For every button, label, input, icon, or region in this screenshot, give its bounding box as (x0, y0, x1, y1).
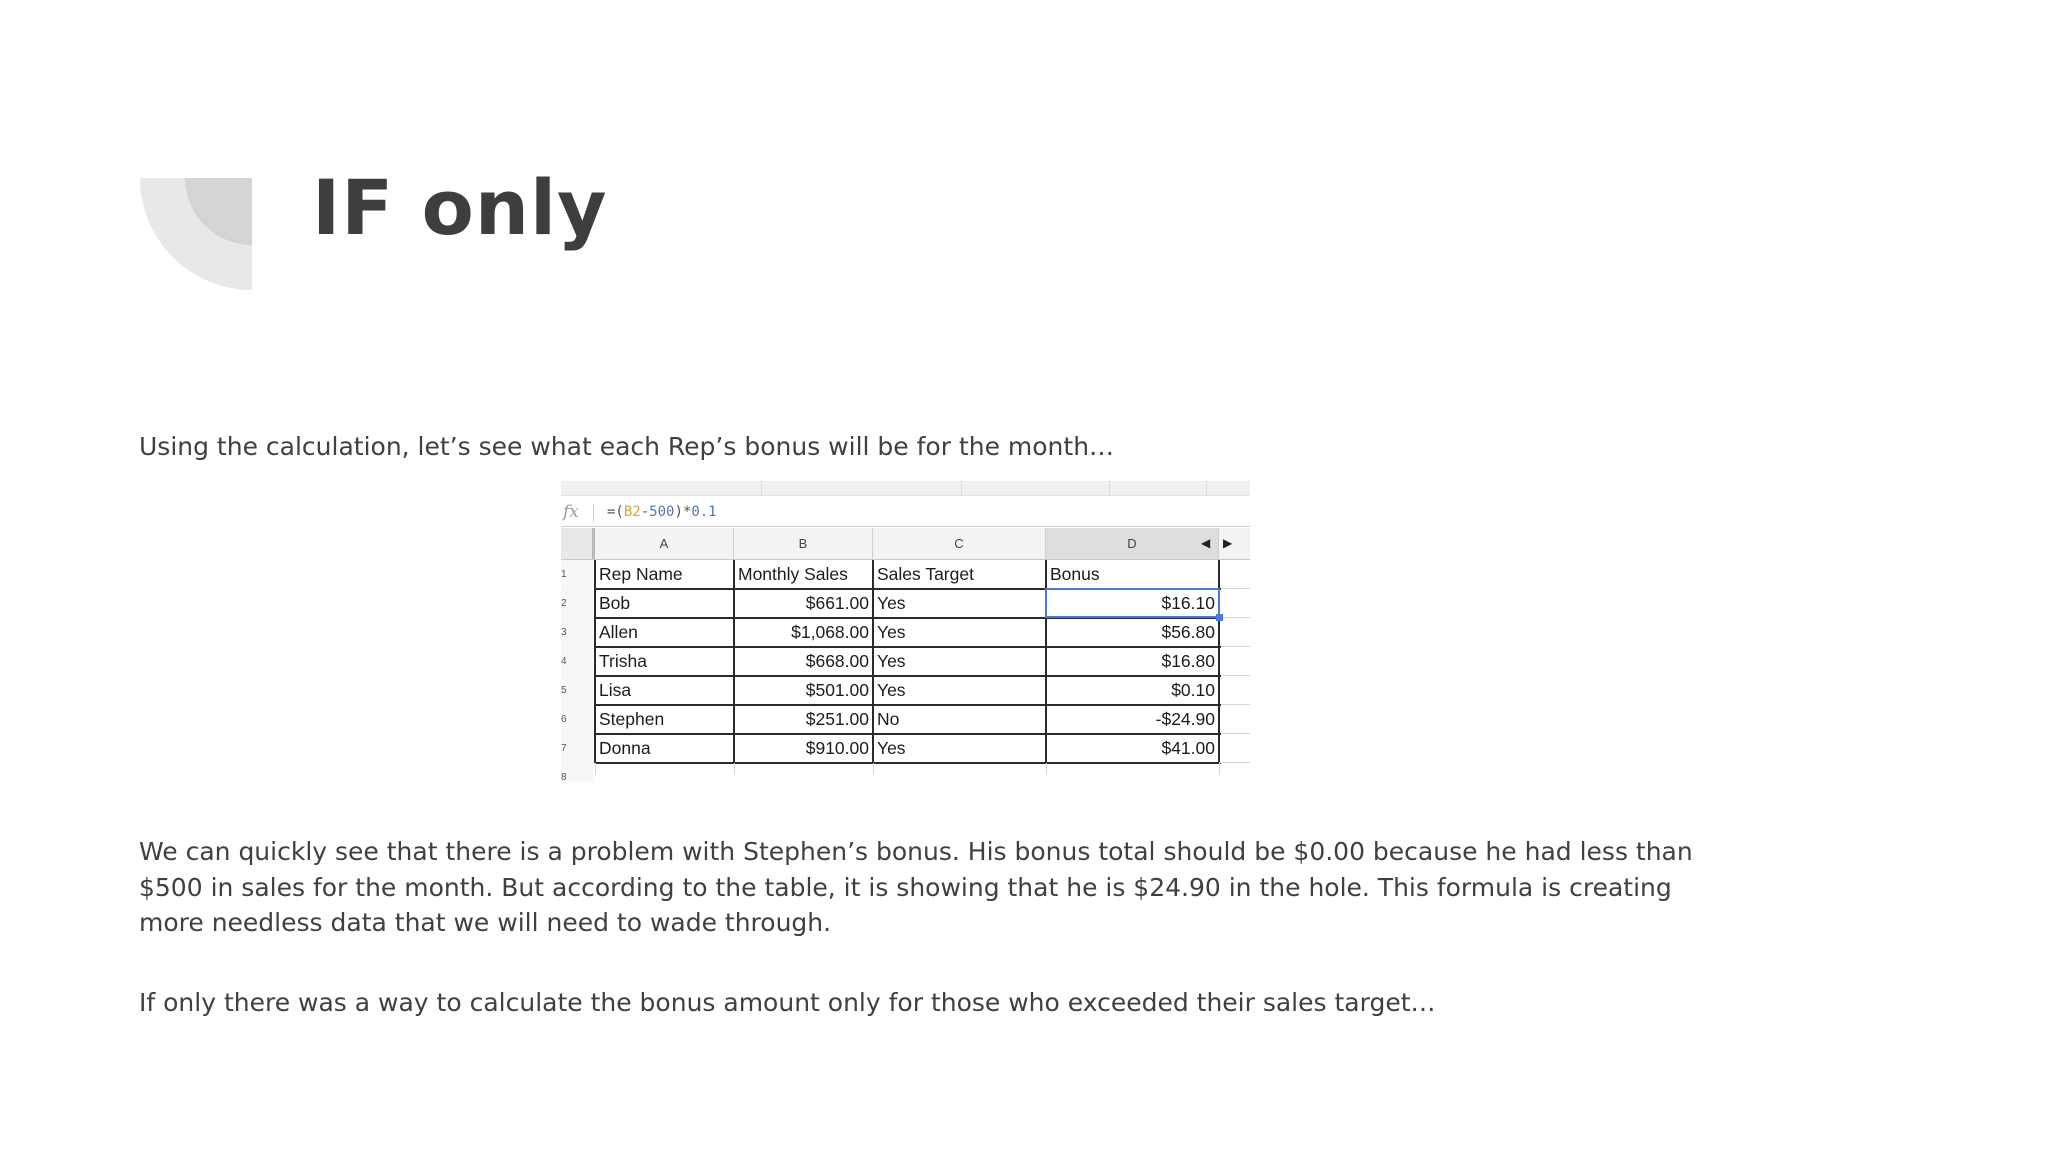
gridline-light (1219, 763, 1220, 775)
row-number[interactable]: 3 (561, 627, 567, 638)
header-cell[interactable]: Rep Name (599, 564, 683, 584)
column-header-c[interactable]: C (873, 528, 1046, 559)
table-cell[interactable]: Donna (599, 738, 651, 758)
table-cell[interactable]: $910.00 (805, 738, 869, 758)
table-cell[interactable]: $0.10 (1171, 680, 1215, 700)
table-cell[interactable]: $668.00 (805, 651, 869, 671)
table-cell[interactable]: Trisha (599, 651, 647, 671)
gridline-light (1221, 762, 1250, 763)
row-number[interactable]: 4 (561, 656, 567, 667)
table-cell[interactable]: $41.00 (1161, 738, 1215, 758)
table-cell[interactable]: No (877, 709, 900, 729)
header-cell[interactable]: Monthly Sales (738, 564, 848, 584)
scroll-left-icon[interactable]: ◀ (1201, 536, 1211, 550)
formula-num2: 0.1 (691, 504, 717, 520)
table-cell[interactable]: Lisa (599, 680, 632, 700)
table-cell[interactable]: Bob (599, 593, 631, 613)
table-cell[interactable]: Yes (877, 593, 906, 613)
selected-cell-outline[interactable] (1045, 588, 1220, 618)
table-cell[interactable]: $16.80 (1161, 651, 1215, 671)
table-cell[interactable]: $1,068.00 (791, 622, 869, 642)
sheet-top-strip (561, 481, 1250, 496)
row-number[interactable]: 1 (561, 569, 567, 580)
table-cell[interactable]: Yes (877, 680, 906, 700)
formula-ref: B2 (623, 504, 641, 520)
grid-line-vertical (872, 560, 874, 763)
header-cell[interactable]: Sales Target (877, 564, 974, 584)
gridline-light (1221, 675, 1250, 676)
column-header-row (561, 528, 1250, 560)
gridline-light (1221, 646, 1250, 647)
table-cell[interactable]: Stephen (599, 709, 665, 729)
closing-text: If only there was a way to calculate the bonus amount only for those who exceeded their sales target… (139, 988, 1436, 1017)
table-cell[interactable]: $251.00 (805, 709, 869, 729)
row-number[interactable]: 5 (561, 685, 567, 696)
gridline-light (1046, 763, 1047, 775)
grid-line-horizontal (595, 646, 1221, 648)
slide-title: IF only (312, 163, 608, 252)
row-number[interactable]: 7 (561, 743, 567, 754)
row-number[interactable]: 2 (561, 598, 567, 609)
gridline-light (1221, 704, 1250, 705)
explanation-text: We can quickly see that there is a problem with Stephen’s bonus. His bonus total should be $0.00 because he had less than $500 in sales for the month. But according to the table, it is showing that he is $24.90 in the hole. This formula is creating more needless data that we will need to wade through. (139, 837, 1693, 937)
gridline-light (1221, 617, 1250, 618)
table-cell[interactable]: Yes (877, 622, 906, 642)
grid-line-vertical (733, 560, 735, 763)
quarter-circle-shape (140, 178, 252, 290)
gridline-light (1221, 588, 1250, 589)
corner-decoration (140, 178, 252, 290)
scroll-right-icon[interactable]: ▶ (1223, 536, 1233, 550)
grid-line-horizontal (595, 762, 1221, 764)
formula-bar[interactable] (561, 496, 1250, 527)
fill-handle[interactable] (1216, 614, 1223, 621)
column-header-d[interactable]: D (1046, 528, 1219, 559)
formula-num1: 500 (649, 504, 675, 520)
header-cell[interactable]: Bonus (1050, 564, 1100, 584)
grid-line-horizontal (595, 675, 1221, 677)
intro-text: Using the calculation, let’s see what each Rep’s bonus will be for the month… (139, 432, 1115, 461)
table-cell[interactable]: $661.00 (805, 593, 869, 613)
table-cell[interactable]: Allen (599, 622, 638, 642)
formula-bar-divider (593, 504, 594, 522)
table-cell[interactable]: -$24.90 (1155, 709, 1215, 729)
row-number[interactable]: 6 (561, 714, 567, 725)
table-cell[interactable]: Yes (877, 738, 906, 758)
gridline-light (734, 763, 735, 775)
gridline-light (873, 763, 874, 775)
table-cell[interactable]: Yes (877, 651, 906, 671)
select-all-corner[interactable] (561, 528, 595, 559)
row-number[interactable]: 8 (561, 772, 567, 781)
spreadsheet-screenshot (561, 481, 1250, 781)
grid-line-horizontal (595, 704, 1221, 706)
formula-text (607, 504, 717, 520)
grid-line-horizontal (595, 733, 1221, 735)
formula-suffix: )* (674, 504, 692, 520)
table-cell[interactable]: $501.00 (805, 680, 869, 700)
table-cell[interactable]: $16.10 (1161, 593, 1215, 613)
column-header-b[interactable]: B (734, 528, 873, 559)
gridline-light (1221, 733, 1250, 734)
formula-prefix: =( (607, 504, 624, 520)
table-cell[interactable]: $56.80 (1161, 622, 1215, 642)
gridline-light (595, 763, 596, 775)
fx-icon: fx (563, 502, 579, 522)
formula-op: - (640, 504, 650, 520)
column-header-a[interactable]: A (595, 528, 734, 559)
grid-line-vertical (594, 560, 596, 763)
